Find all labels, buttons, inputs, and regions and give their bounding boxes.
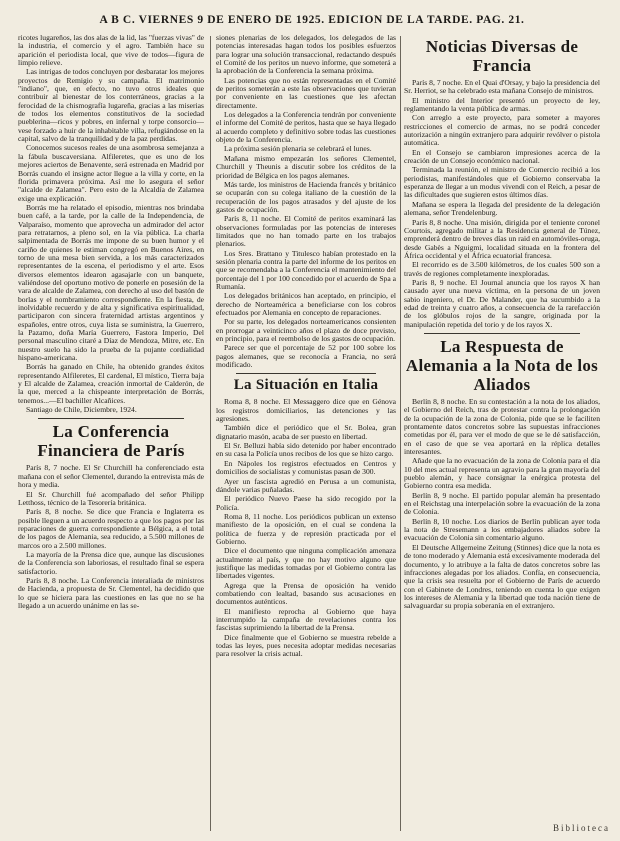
article-paragraph: Por su parte, los delegados norteamericanos consienten en prorrogar a veinticinco años el plazo de doce previsto, en principio, para el reembolso de los gastos de ocupación. bbox=[216, 317, 396, 344]
article-paragraph: París 8, 7 noche. En el Quai d'Orsay, y bajo la presidencia del Sr. Herriot, se ha celebrado esta mañana Consejo de ministros. bbox=[404, 78, 600, 96]
article-paragraph: Berlín 8, 8 noche. En su contestación a la nota de los aliados, el Gobierno del Reich, tras de protestar contra la prolongación de la ocupación de la zona de Colonia, pide que se le faciliten prontamente datos concretos sobre las supuestas infracciones cometidas por él, para ver el modo de que se le dé satisfacción, en el caso de que se vea aportará en la réplica detalles interesantes. bbox=[404, 396, 600, 457]
article-paragraph: Berlín 8, 10 noche. Los diarios de Berlín publican ayer toda la nota de Stresemann a los embajadores aliados sobre la evacuación de Colonia sin comentario alguno. bbox=[404, 516, 600, 543]
article-paragraph: La mayoría de la Prensa dice que, aunque las discusiones de la Conferencia son laboriosas, el resultado final se espera satisfactorio. bbox=[18, 549, 204, 576]
article-paragraph: Las intrigas de todos concluyen por desbaratar los mejores proyectos de Remigio y su campaña. El matrimonio "indiano", que, en efecto, no tuvo otros ideales que contribuir al bienestar de los conterráneos, gracias a la ferocidad de la chismografía lugareña, gracias a las miserias de todos los elementos constitutivos de la sociedad pueblerina—ricos y pobres, en infernal y torpe consorcio—vese forzado a huir de la inhabitable villa, refugiándose en la capital, salvo de la tranquilidad y de la paz perdidas. bbox=[18, 67, 204, 144]
article-paragraph: El periódico Nuevo Paese ha sido recogido por la Policía. bbox=[216, 494, 396, 512]
headline-respuesta-alemania: La Respuesta de Alemania a la Nota de los Aliados bbox=[405, 336, 599, 394]
article-paragraph: Berlín 8, 9 noche. El partido popular alemán ha presentado en el Reichstag una interpelación sobre la evacuación de la zona de Colonia. bbox=[404, 490, 600, 517]
article-paragraph: Terminada la reunión, el ministro de Comercio recibió a los periodistas, manifestándoles que el Gobierno conservaba la esperanza de llegar a un modus vivendi con el Reich, a pesar de las dificultades que sugieren estos últimos días. bbox=[404, 165, 600, 200]
article-paragraph: El ministro del Interior presentó un proyecto de ley, reglamentando la venta pública de armas. bbox=[404, 95, 600, 114]
article-paragraph: Mañana se espera la llegada del presidente de la delegación alemana, señor Trendelenburg. bbox=[404, 199, 600, 218]
article-paragraph: En el Consejo se cambiaron impresiones acerca de la creación de un Consejo económico nacional. bbox=[404, 147, 600, 166]
article-paragraph: Roma 8, 11 noche. Los periódicos publican un extenso manifiesto de la oposición, en el cual se condena la política de fuerza y de represión practicada por el Gobierno. bbox=[216, 511, 396, 546]
column-1 bbox=[18, 34, 204, 834]
page-header: A B C. VIERNES 9 DE ENERO DE 1925. EDICION DE LA TARDE. PAG. 21. bbox=[99, 14, 525, 26]
article-paragraph: El recorrido es de 3.500 kilómetros, de los cuales 500 son a través de regiones completamente inexploradas. bbox=[404, 260, 600, 278]
article-paragraph: Mañana mismo empezarán los señores Clementel, Churchill y Theunis a discutir sobre los créditos de la prioridad de Bélgica en los pagos alemanes. bbox=[216, 153, 396, 180]
headline-situacion-italia: La Situación en Italia bbox=[233, 377, 379, 394]
article-paragraph: París 8, 8 noche. Se dice que Francia e Inglaterra es posible lleguen a un acuerdo respecto a que los pagos por las reparaciones de guerra correspondiente a Bélgica, a el total de los pagos de Alemania, sea reducido, a 5.500 millones de marcos oro a 2.500 millones. bbox=[18, 507, 204, 550]
article-paragraph: Los delegados a la Conferencia tendrán por conveniente el informe del Comité de peritos, hasta que se haya llegado al acuerdo completo y definitivo sobre todas las cuestiones objeto de la Conferencia. bbox=[216, 110, 396, 145]
article-paragraph: Los delegados británicos han aceptado, en principio, el derecho de Norteamérica a beneficiarse con los cobros efectuados por Alemania en concepto de reparaciones. bbox=[216, 291, 396, 317]
article-paragraph: París 8, 9 noche. El Journal anuncia que los rayos X han causado ayer una nueva víctima, en la persona de un joven sabio ingeniero, el Dr. De Malander, que ha sucumbido a la edad de treinta y cuatro años, a consecuencia de la rarefacción de los glóbulos rojos de la sangre, originada por la manipulación repetida del torio y de los rayos X. bbox=[404, 277, 600, 329]
article-paragraph: París 8, 11 noche. El Comité de peritos examinará las observaciones formuladas por las potencias de intereses limitados que no han tomado parte en los trabajos plenarios. bbox=[216, 214, 396, 249]
headline-noticias-francia: Noticias Diversas de Francia bbox=[425, 37, 579, 75]
article-paragraph: Más tarde, los ministros de Hacienda francés y británico se ocuparán con su colega italiano de la cuestión de la recuperación de los pagos atrasados y del ajuste de los gastos de ocupación. bbox=[216, 179, 396, 214]
library-stamp: Biblioteca bbox=[553, 823, 610, 833]
article-paragraph: Dice finalmente que el Gobierno se muestra rebelde a todas las leyes, pues necesita adoptar medidas necesarias para resolver la crisis actual. bbox=[216, 632, 396, 659]
article-paragraph: Dice el documento que ninguna complicación amenaza actualmente al país, y que no hay motivo alguno que justifique las medidas tomadas por el Gobierno contra las libertades vigentes. bbox=[216, 546, 396, 581]
article-paragraph: Con arreglo a este proyecto, para someter a mayores restricciones el comercio de armas, no se podrá conceder autorización a ningún extranjero para adquirir revólver o pistola automática. bbox=[404, 113, 600, 148]
article-dateline: Santiago de Chile, Diciembre, 1924. bbox=[26, 405, 137, 415]
article-paragraph: Roma 8, 8 noche. El Messaggero dice que en Génova los registros domiciliarios, las detenciones y las agresiones. bbox=[216, 397, 396, 424]
column-3 bbox=[404, 34, 600, 834]
headline-conferencia-financiera: La Conferencia Financiera de París bbox=[37, 422, 185, 461]
article-paragraph: siones plenarias de los delegados, los delegados de las potencias interesadas hagan todos los posibles esfuerzos para lograr una solución transaccional, redactando después el Comité de los peritos un nuevo informe, que someterá a la aprobación de la Conferencia la semana próxima. bbox=[216, 34, 396, 76]
article-paragraph: Ayer un fascista agredió en Perusa a un comunista, dándole varias puñaladas. bbox=[216, 476, 396, 494]
article-paragraph: Los Sres. Brattano y Titulesco habían protestado en la sesión plenaria contra la parte del informe de los peritos en que se recomendaba a la Conferencia el mantenimiento del porcentaje del 1 por 100 concedido por el acuerdo de Spa a Rumanía. bbox=[216, 248, 396, 291]
article-paragraph: Borrás me ha relatado el episodio, mientras nos brindaba buen café, a la tarde, por la calle de la Independencia, de Valparaíso, momento que aprovecha un admirador del actor para retratarnos, a pleno sol, en la vía pública. La charla salpimentada de Borrás me impone de su buen humor y el cariño de quienes le estiman congregó en Buenos Aires, en torno de una mesa bien servida, a los más caracterizados representantes de la escena, el periodismo y el arte. Esos diversos elementos idearon agasajarle con un banquete, valiéndose del oportuno motivo de ponerle en posesión de la vara de alcalde de Zalamea, con derecho al uso del bastón de borlas y el nombramiento correspondiente. En la fiesta, de inolvidable recuerdo y de alta y significativa espiritualidad, participaron con sincera fraternidad artistas argentinos y españoles, entre otros, cuya lista se suministra, la Guerrero, la Pazamo, doña María Guerrero, Fastora Imperio, Del personal masculino citaré a Díaz de Mendoza, Mitre, etc. En nuestro suelo ha sido la prueba de la pujante cordialidad hispano-americana. bbox=[18, 202, 204, 363]
article-paragraph: El Deutsche Allgemeine Zeitung (Stinnes) dice que la nota es de tono moderado y Alemania está excesivamente moderada del documento, y lo atribuye a la falta de datos concretos sobre las infracciones alegadas por los aliados. Confía, en consecuencia, que la crisis sea resuelta por el Gobierno de París de acuerdo con el Gabinete de Londres, teniendo en cuenta lo que exigen los intereses de Alemania y la libertad que toda nación tiene de salvaguardar su propia soberanía en el extranjero. bbox=[404, 542, 600, 611]
article-paragraph: Conocemos sucesos reales de una asombrosa semejanza a la fábula buscaversiana. Alfileretes, que es uno de los mejores aciertos de Benavente, será estrenada en Madrid por Borrás cuando el insigne actor llegue a la villa y corte, en la florida primavera próxima. Así me lo asegura el señor "alcalde de Zalamea". Pero esto de la Alcaldía de Zalamea exige una explicación. bbox=[18, 143, 204, 203]
article-paragraph: El Sr. Churchill fué acompañado del señor Philipp Letthoss, técnico de la Tesorería británica. bbox=[18, 489, 204, 507]
article-paragraph: La próxima sesión plenaria se celebrará el lunes. bbox=[224, 144, 372, 154]
column-divider-left bbox=[210, 36, 211, 831]
article-paragraph: En Nápoles los registros efectuados en Centros y domicilios de socialistas y comunistas pasan de 300. bbox=[216, 458, 396, 477]
article-paragraph: Agrega que la Prensa de oposición ha venido combatiendo con lealtad, basando sus acusaciones en documentos auténticos. bbox=[216, 580, 396, 607]
article-paragraph: ricotes lugareños, las dos alas de la lid, las "fuerzas vivas" de la industria, el comercio y el agro. También hace su aparición el periodista local, que vive de todos—figura de limpio relieve. bbox=[18, 34, 204, 68]
article-paragraph: Borrás ha ganado en Chile, ha obtenido grandes éxitos representando Alfileretes, El cardenal, El místico, Tierra baja y El alcalde de Zalamea, creación inmortal de Calderón, de la que, merced a la chispeante interpretación de Borrás, tenemos...—El bachiller Alcañices. bbox=[18, 362, 204, 405]
section-divider bbox=[38, 418, 184, 419]
section-divider bbox=[236, 373, 376, 374]
article-paragraph: París 8, 8 noche. La Conferencia interaliada de ministros de Hacienda, a propuesta de Sr. Clementel, ha decidido que lo que se hiciera para las cuestiones en las que no se ha llegado a un acuerdo unánime en las se- bbox=[18, 575, 204, 610]
article-paragraph: París 8, 8 noche. Una misión, dirigida por el teniente coronel Courtois, agregado militar a la Residencia general de Túnez, emprenderá dentro de breves días un raid en automóviles-oruga, desde Gabès a Nguigmi, localidad situada en la frontera del África occidental y el África ecuatorial francesa. bbox=[404, 217, 600, 260]
article-paragraph: El manifiesto reprocha al Gobierno que haya interrumpido la campaña de revelaciones contra los fascistas suprimiendo la libertad de la Prensa. bbox=[216, 606, 396, 633]
article-paragraph: El Sr. Belluzi había sido detenido por haber encontrado en su casa la Policía unos recibos de los que se hizo cargo. bbox=[216, 441, 396, 459]
column-2 bbox=[216, 34, 396, 834]
article-paragraph: Parece ser que el porcentaje de 52 por 100 sobre los pagos alemanes, que se reconocía a Francia, no será modificado. bbox=[216, 343, 396, 370]
article-paragraph: Añade que la no evacuación de la zona de Colonia para el día 10 del mes actual representa un agravio para la gran mayoría del pueblo alemán, y hace consignar la enérgica protesta del Gobierno contra esa medida. bbox=[404, 456, 600, 491]
section-divider bbox=[424, 333, 580, 334]
column-divider-right bbox=[400, 36, 401, 831]
article-paragraph: Las potencias que no están representadas en el Comité de peritos someterán a este las observaciones que tuvieran por conveniente en las cuestiones que les afectan directamente. bbox=[216, 75, 396, 110]
article-paragraph: París 8, 7 noche. El Sr Churchill ha conferenciado esta mañana con el señor Clementel, durando la entrevista más de hora y media. bbox=[18, 463, 204, 490]
article-paragraph: También dice el periódico que el Sr. Bolea, gran dignatario masón, acaba de ser puesto en libertad. bbox=[216, 423, 396, 441]
